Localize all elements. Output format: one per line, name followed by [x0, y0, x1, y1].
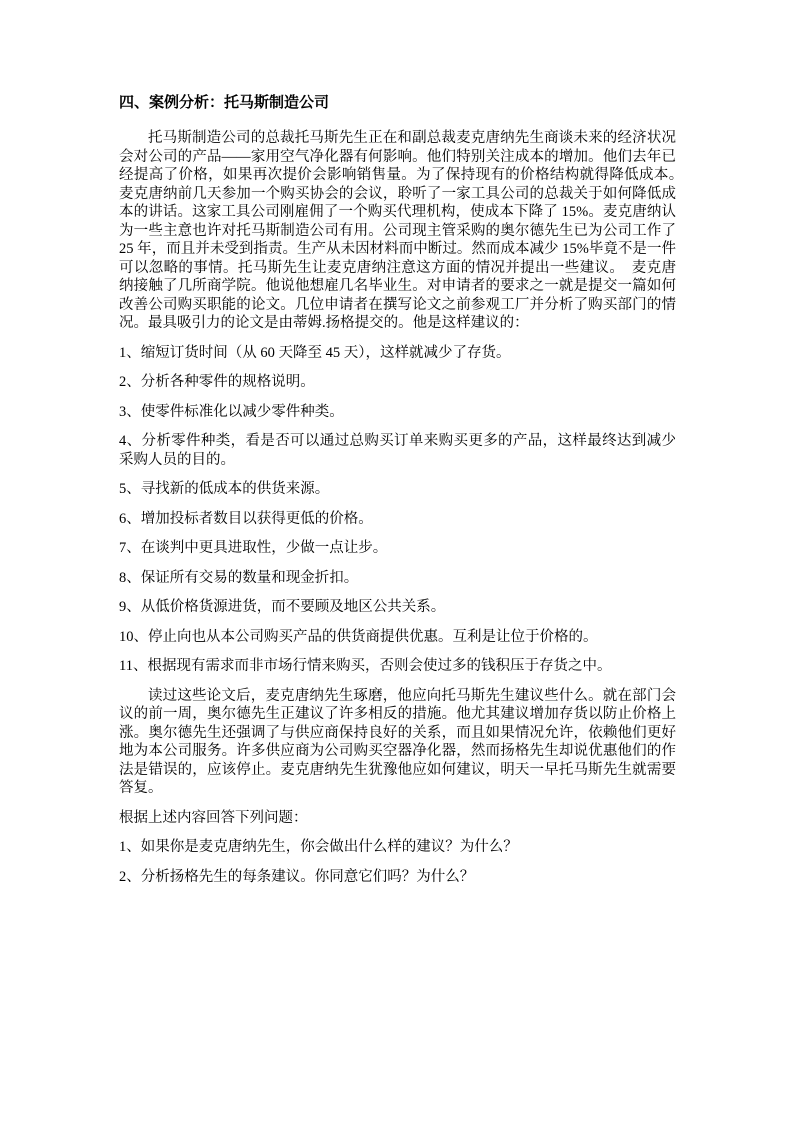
suggestion-item-11: 11、根据现有需求而非市场行情来购买，否则会使过多的钱积压于存货之中。: [119, 658, 612, 674]
suggestion-item-8: 8、保证所有交易的数量和现金折扣。: [119, 569, 359, 586]
intro-paragraph: 托马斯制造公司的总裁托马斯先生正在和副总裁麦克唐纳先生商谈未来的经济状况会对公司的产品——家用空气净化器有何影响。他们特别关注成本的增加。他们去年已经提高了价格，如果再次提价会影响销售量。为了保持现有的价格结构就得降低成本。 麦克唐纳前几天参加一个购买协会的会议，聆听了一家工具公司的总裁关于如何降低成本的讲话。这家工具公司刚雇佣了一个购买代理机构，使成本下降了 15%。麦克唐纳认为一些主意也许对托马斯制造公司有用。公司现主管采购的奥尔德先生已为公司工作了 25 年，而且并未受到指责。生产从未因材料而中断过。然而成本减少 15%毕竟不是一件可以忽略的事情。托马斯先生让麦克唐纳注意这方面的情况并提出一些建议。 麦克唐纳接触了几所商学院。他说他想雇几名毕业生。对申请者的要求之一就是提交一篇如何改善公司购买职能的论文。几位申请者在撰写论文之前参观工厂并分析了购买部门的情况。最具吸引力的论文是由蒂姆.扬格提交的。他是这样建议的：: [119, 130, 691, 331]
question-item-2: 2、分析扬格先生的每条建议。你同意它们吗？为什么？: [119, 868, 475, 885]
suggestion-item-3: 3、使零件标准化以减少零件种类。: [119, 403, 344, 420]
suggestion-item-10: 10、停止向也从本公司购买产品的供货商提供优惠。互利是让位于价格的。: [119, 628, 598, 645]
suggestion-item-9: 9、从低价格货源进货，而不要顾及地区公共关系。: [119, 599, 446, 615]
document-title: 四、案例分析：托马斯制造公司: [119, 95, 330, 111]
question-item-1: 1、如果你是麦克唐纳先生，你会做出什么样的建议？为什么？: [119, 839, 518, 855]
suggestion-item-7: 7、在谈判中更具进取性，少做一点让步。: [119, 540, 388, 556]
suggestion-item-1: 1、缩短订货时间（从 60 天降至 45 天），这样就减少了存货。: [119, 344, 511, 361]
questions-intro: 根据上述内容回答下列问题：: [119, 809, 308, 826]
suggestion-item-4: 4、分析零件种类，看是否可以通过总购买订单来购买更多的产品，这样最终达到减少采购人员的目的。: [119, 433, 676, 468]
closing-paragraph: 读过这些论文后，麦克唐纳先生琢磨，他应向托马斯先生建议些什么。就在部门会议的前一周，奥尔德先生正建议了许多相反的措施。他尤其建议增加存货以防止价格上涨。奥尔德先生还强调了与供应商保持良好的关系，而且如果情况允许，依赖他们更好地为本公司服务。许多供应商为公司购买空器净化器，然而扬格先生却说优惠他们的作法是错误的，应该停止。麦克唐纳先生犹豫他应如何建议，明天一早托马斯先生就需要答复。: [119, 687, 676, 796]
suggestion-item-5: 5、寻找新的低成本的供货来源。: [119, 481, 330, 497]
suggestion-item-2: 2、分析各种零件的规格说明。: [119, 374, 315, 390]
suggestion-item-6: 6、增加投标者数目以获得更低的价格。: [119, 510, 373, 527]
